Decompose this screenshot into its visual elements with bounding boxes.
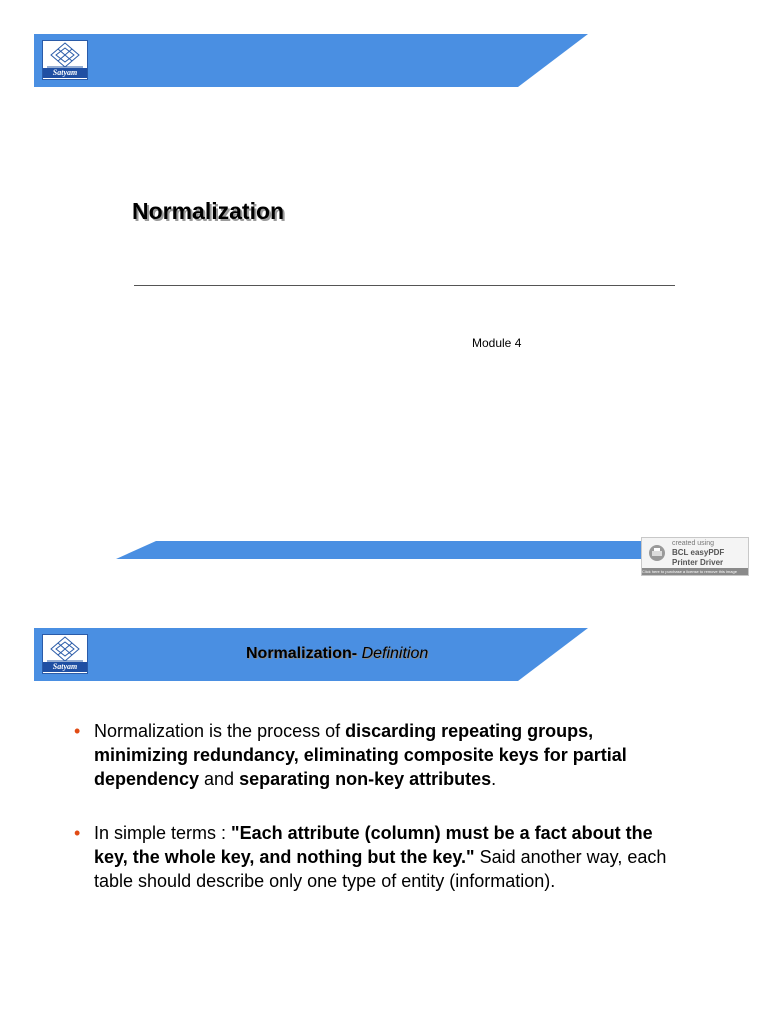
bullet-text: In simple terms : "Each attribute (column) must be a fact about the key, the whole key, and nothing but the key." Said another way, each table should describe only one type of entity (information). xyxy=(94,823,667,891)
satyam-logo-icon xyxy=(43,635,87,663)
bullet-icon: • xyxy=(74,823,81,843)
watermark-footer: Click here to purchase a license to remove this image xyxy=(642,568,748,575)
watermark-line3: Printer Driver xyxy=(672,558,724,567)
slide-title xyxy=(246,645,428,663)
slide-title-italic: Definition xyxy=(357,645,429,662)
bullet-icon: • xyxy=(74,721,81,741)
divider xyxy=(134,285,675,286)
module-label: Module 4 xyxy=(472,336,522,350)
page-title: Normalization xyxy=(132,198,285,224)
slide-title-bold: Normalization- xyxy=(246,645,358,662)
logo-text: Satyam xyxy=(43,68,87,78)
header-banner xyxy=(34,34,588,87)
footer-banner xyxy=(116,541,646,559)
printer-icon xyxy=(648,544,666,562)
bullet-item xyxy=(74,821,684,893)
pdf-watermark[interactable] xyxy=(641,537,749,576)
satyam-logo-icon xyxy=(43,41,87,69)
bullet-item xyxy=(74,719,684,791)
logo-text: Satyam xyxy=(43,662,87,672)
watermark-line2: BCL easyPDF xyxy=(672,548,725,557)
satyam-logo-2 xyxy=(42,634,88,674)
satyam-logo xyxy=(42,40,88,80)
bullet-text: Normalization is the process of discarding repeating groups, minimizing redundancy, eliminating composite keys for partial dependency and separating non-key attributes. xyxy=(94,721,627,789)
watermark-line1: created using xyxy=(672,540,715,547)
